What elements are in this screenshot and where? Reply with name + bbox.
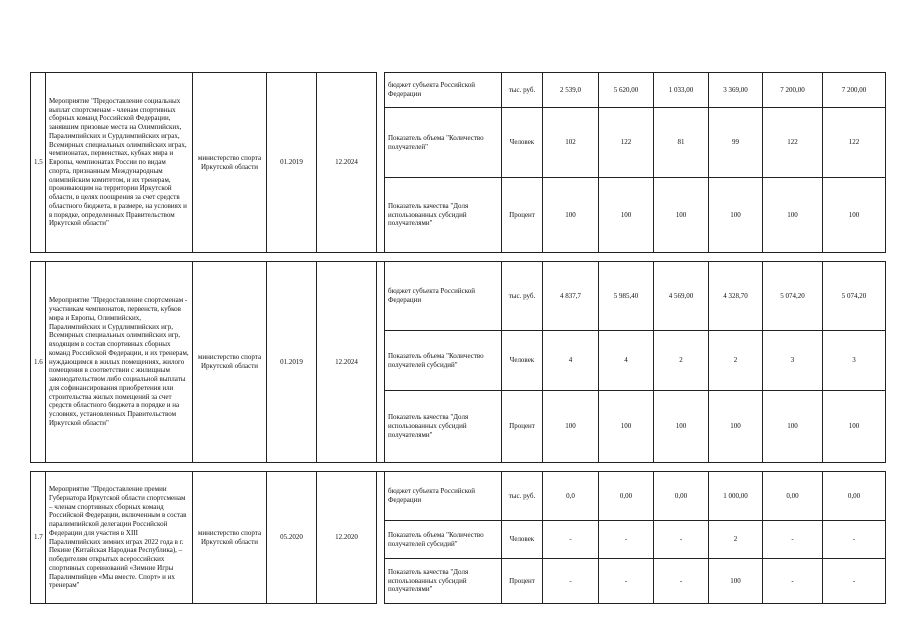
value-cell: 2: [709, 521, 763, 559]
measure-description-cell: Мероприятие "Предоставление социальных выплат спортсменам - членам спортивных сборных команд Российской Федерации, занявшим призовые места на Олимпийских, Паралимпийских и Сурдлимпийских играх, Всемирных специальных олимпийских играх, чемпионатах, первенствах, кубках мира и Европы, чемпионатах России по видам спорта, признанным Международным олимпийским комитетом, и их тренерам, проживающим на территории Иркутской области, в целях поощрения за счет средств областного бюджета, в размере, на условиях и в порядке, определенных Правительством Иркутской области": [46, 73, 193, 253]
value-cell: 5 620,00: [599, 73, 654, 108]
value-cell: -: [823, 521, 886, 559]
indicator-name-cell: Показатель объема "Количество получателей субсидий": [385, 331, 502, 391]
end-date-cell: 12.2024: [317, 262, 377, 463]
value-cell: 1 033,00: [654, 73, 709, 108]
value-cell: 0,00: [599, 472, 654, 521]
value-cell: 100: [823, 178, 886, 253]
value-cell: 100: [654, 178, 709, 253]
measure-description-cell: Мероприятие "Предоставление спортсменам - участникам чемпионатов, первенств, кубков мира и Европы, Олимпийских, Паралимпийских и Сурдлимпийских игр, Всемирных специальных олимпийских игр, входящим в состав спортивных сборных команд Российской Федерации, и их тренерам, нуждающимся в жилых помещениях, жилого помещения в соответствии с жилищным законодательством либо социальной выплаты для софинансирования приобретения или строительства жилых помещений за счет средств областного бюджета в порядке и на условиях, установленных Правительством Иркутской области": [46, 262, 193, 463]
indicator-name-cell: бюджет субъекта Российской Федерации: [385, 472, 502, 521]
value-cell: -: [599, 559, 654, 604]
responsible-org-cell: министерство спорта Иркутской области: [193, 262, 267, 463]
separator-cell: [31, 463, 886, 472]
row-separator: [31, 463, 886, 472]
value-cell: 4 837,7: [543, 262, 599, 331]
value-cell: -: [823, 559, 886, 604]
value-cell: 5 074,20: [763, 262, 823, 331]
unit-cell: тыс. руб.: [502, 472, 543, 521]
indicator-name-cell: Показатель объема "Количество получателей субсидий": [385, 521, 502, 559]
value-cell: 102: [543, 108, 599, 178]
value-cell: -: [599, 521, 654, 559]
indicator-name-cell: бюджет субъекта Российской Федерации: [385, 262, 502, 331]
start-date-cell: 01.2019: [267, 73, 317, 253]
value-cell: -: [543, 521, 599, 559]
value-cell: 100: [763, 391, 823, 463]
row-number-cell: 1.5: [31, 73, 46, 253]
start-date-cell: 01.2019: [267, 262, 317, 463]
unit-cell: Человек: [502, 331, 543, 391]
table-row: [31, 73, 886, 108]
value-cell: -: [763, 521, 823, 559]
value-cell: 100: [823, 391, 886, 463]
value-cell: 5 074,20: [823, 262, 886, 331]
value-cell: -: [763, 559, 823, 604]
value-cell: 2: [654, 331, 709, 391]
table-row: [31, 262, 886, 331]
unit-cell: Человек: [502, 521, 543, 559]
measure-description-cell: Мероприятие "Предоставление премии Губернатора Иркутской области спортсменам – членам спортивных сборных команд Российской Федерации, включенным в состав паралимпийской делегации Российской Федерации для участия в XIII Паралимпийских зимних играх 2022 года в г. Пекине (Китайская Народная Республика), – победителям открытых всероссийских спортивных соревнований «Зимние Игры Паралимпийцев «Мы вместе. Спорт» и их тренерам": [46, 472, 193, 604]
value-cell: 100: [709, 391, 763, 463]
unit-cell: Процент: [502, 559, 543, 604]
responsible-org-cell: министерство спорта Иркутской области: [193, 472, 267, 604]
value-cell: -: [543, 559, 599, 604]
unit-cell: Процент: [502, 391, 543, 463]
row-number-cell: 1.7: [31, 472, 46, 604]
indicator-name-cell: Показатель объема "Количество получателей": [385, 108, 502, 178]
indicator-name-cell: Показатель качества "Доля использованных субсидий получателями": [385, 559, 502, 604]
separator-cell: [31, 253, 886, 262]
value-cell: 100: [543, 391, 599, 463]
end-date-cell: 12.2020: [317, 472, 377, 604]
indicator-name-cell: Показатель качества "Доля использованных субсидий получателями": [385, 178, 502, 253]
column-gap: [377, 472, 385, 604]
unit-cell: Процент: [502, 178, 543, 253]
value-cell: 0,00: [654, 472, 709, 521]
value-cell: 122: [599, 108, 654, 178]
unit-cell: тыс. руб.: [502, 262, 543, 331]
value-cell: 4: [599, 331, 654, 391]
value-cell: 100: [709, 178, 763, 253]
value-cell: 0,00: [823, 472, 886, 521]
value-cell: 2 539,0: [543, 73, 599, 108]
document-sheet: [30, 72, 885, 594]
value-cell: 4 328,70: [709, 262, 763, 331]
column-gap: [377, 73, 385, 253]
indicator-name-cell: Показатель качества "Доля использованных субсидий получателями": [385, 391, 502, 463]
responsible-org-cell: министерство спорта Иркутской области: [193, 73, 267, 253]
value-cell: 122: [823, 108, 886, 178]
value-cell: 3: [823, 331, 886, 391]
value-cell: 0,00: [763, 472, 823, 521]
table-body: [31, 73, 886, 604]
value-cell: 3: [763, 331, 823, 391]
indicator-name-cell: бюджет субъекта Российской Федерации: [385, 73, 502, 108]
value-cell: 0,0: [543, 472, 599, 521]
row-separator: [31, 253, 886, 262]
start-date-cell: 05.2020: [267, 472, 317, 604]
value-cell: 99: [709, 108, 763, 178]
value-cell: 81: [654, 108, 709, 178]
value-cell: 4 569,00: [654, 262, 709, 331]
value-cell: -: [654, 559, 709, 604]
value-cell: 122: [763, 108, 823, 178]
value-cell: 100: [599, 178, 654, 253]
value-cell: -: [654, 521, 709, 559]
row-number-cell: 1.6: [31, 262, 46, 463]
value-cell: 100: [543, 178, 599, 253]
value-cell: 2: [709, 331, 763, 391]
end-date-cell: 12.2024: [317, 73, 377, 253]
unit-cell: Человек: [502, 108, 543, 178]
program-table: [30, 72, 886, 604]
value-cell: 100: [709, 559, 763, 604]
value-cell: 1 000,00: [709, 472, 763, 521]
value-cell: 4: [543, 331, 599, 391]
column-gap: [377, 262, 385, 463]
unit-cell: тыс. руб.: [502, 73, 543, 108]
table-row: [31, 472, 886, 521]
value-cell: 7 200,00: [823, 73, 886, 108]
value-cell: 100: [599, 391, 654, 463]
value-cell: 100: [654, 391, 709, 463]
value-cell: 100: [763, 178, 823, 253]
value-cell: 3 369,00: [709, 73, 763, 108]
value-cell: 5 985,40: [599, 262, 654, 331]
value-cell: 7 200,00: [763, 73, 823, 108]
